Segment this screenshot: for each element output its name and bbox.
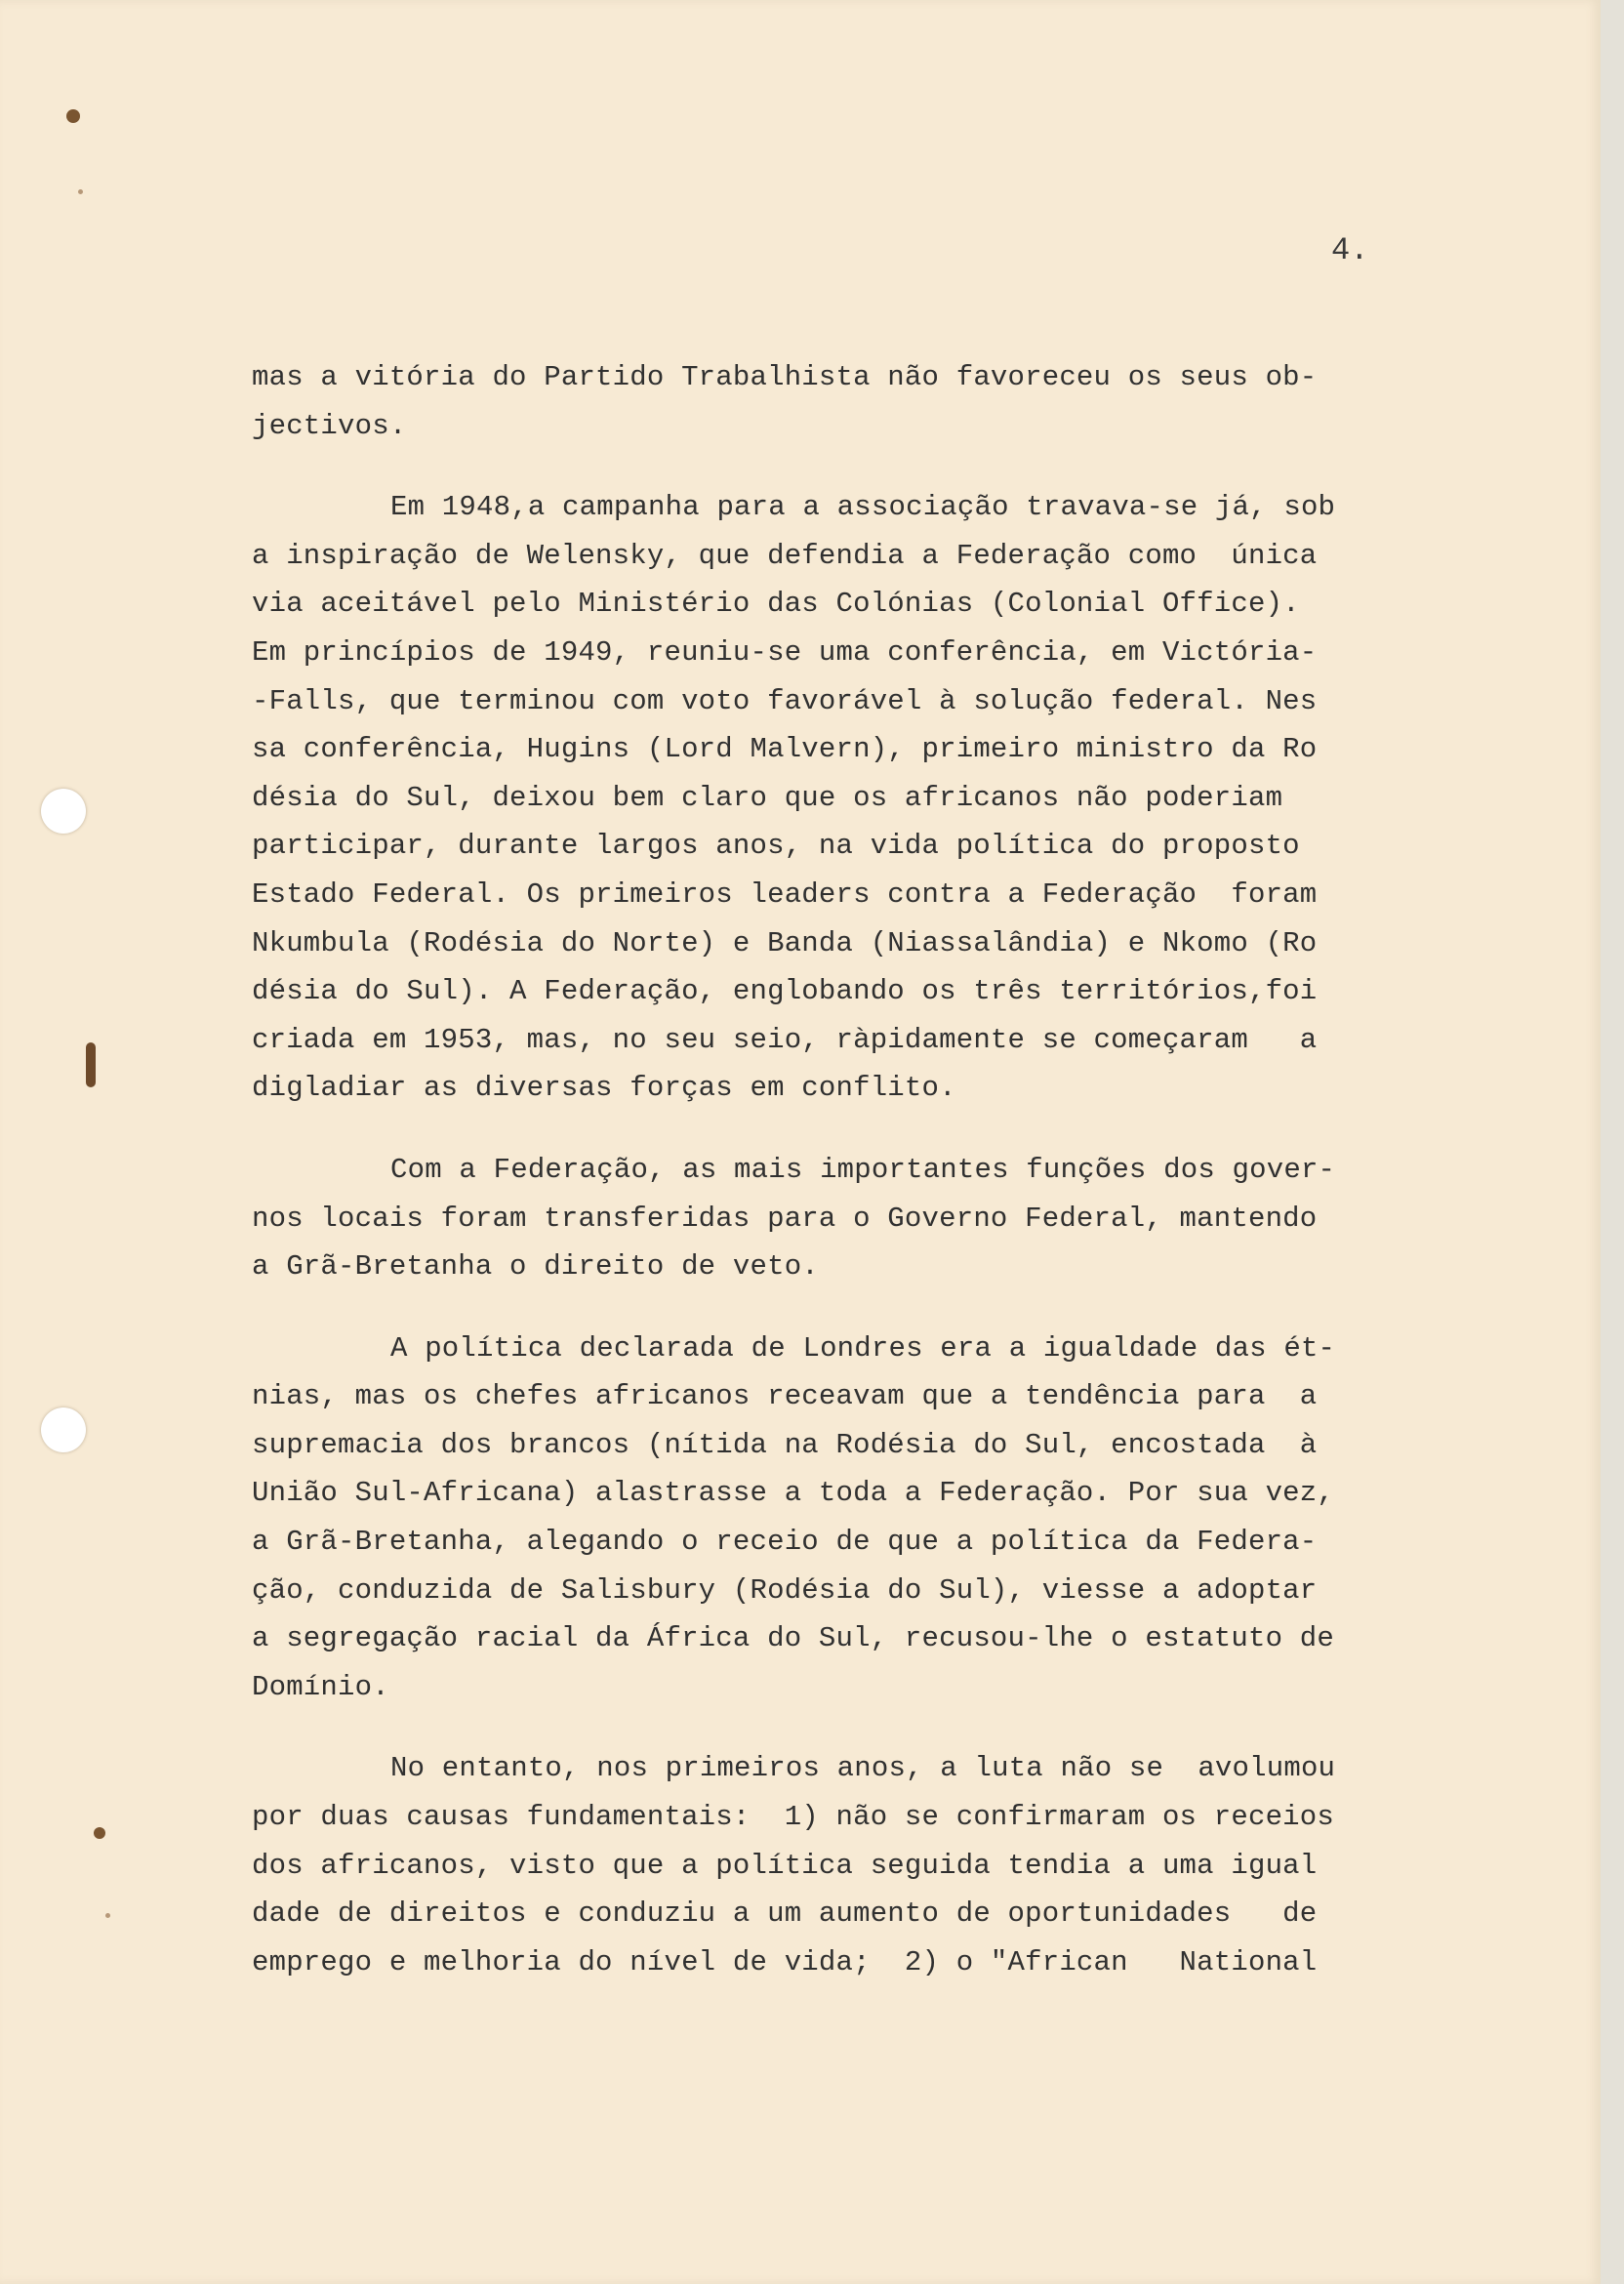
paragraph: [252, 483, 1472, 1113]
punch-hole: [41, 1407, 86, 1452]
rust-spot: [105, 1913, 110, 1918]
paragraph: [252, 1146, 1472, 1291]
text-line: Com a Federação, as mais importantes funções dos gover-: [390, 1153, 1336, 1186]
paragraph: [252, 1325, 1472, 1712]
text-line: participar, durante largos anos, na vida política do proposto: [252, 830, 1300, 863]
text-line: ção, conduzida de Salisbury (Rodésia do Sul), viesse a adoptar: [252, 1573, 1318, 1607]
rust-spot: [94, 1827, 105, 1839]
text-line: Em 1948,a campanha para a associação travava-se já, sob: [390, 491, 1336, 524]
text-line: dade de direitos e conduziu a um aumento de oportunidades de: [252, 1897, 1318, 1931]
text-line: por duas causas fundamentais: 1) não se confirmaram os receios: [252, 1801, 1334, 1834]
text-line: supremacia dos brancos (nítida na Rodésia do Sul, encostada à: [252, 1428, 1318, 1461]
text-line: jectivos.: [252, 409, 407, 442]
scan-edge: [1601, 0, 1624, 2284]
text-line: União Sul-Africana) alastrasse a toda a Federação. Por sua vez,: [252, 1477, 1334, 1510]
body-text: [252, 353, 1472, 2019]
text-line: nias, mas os chefes africanos receavam que a tendência para a: [252, 1380, 1318, 1413]
text-line: mas a vitória do Partido Trabalhista não favoreceu os seus ob-: [252, 361, 1318, 393]
text-line: emprego e melhoria do nível de vida; 2) o "African National: [252, 1945, 1318, 1978]
text-line: Domínio.: [252, 1670, 389, 1703]
paragraph: [252, 1744, 1472, 1986]
text-line: Em princípios de 1949, reuniu-se uma conferência, em Victória-: [252, 635, 1318, 669]
text-line: via aceitável pelo Ministério das Colónias (Colonial Office).: [252, 588, 1300, 621]
text-line: digladiar as diversas forças em conflito.: [252, 1072, 956, 1105]
text-line: a Grã-Bretanha o direito de veto.: [252, 1250, 819, 1284]
punch-hole: [41, 789, 86, 834]
text-line: A política declarada de Londres era a igualdade das ét-: [390, 1331, 1336, 1365]
text-line: nos locais foram transferidas para o Governo Federal, mantendo: [252, 1202, 1318, 1235]
rust-spot: [66, 109, 80, 123]
text-line: Nkumbula (Rodésia do Norte) e Banda (Niassalândia) e Nkomo (Ro: [252, 926, 1318, 959]
staple-stain: [86, 1042, 96, 1087]
text-line: Estado Federal. Os primeiros leaders contra a Federação foram: [252, 877, 1318, 911]
rust-spot: [78, 189, 83, 194]
text-line: dos africanos, visto que a política seguida tendia a uma igual: [252, 1849, 1318, 1882]
text-line: désia do Sul, deixou bem claro que os africanos não poderiam: [252, 781, 1283, 814]
text-line: désia do Sul). A Federação, englobando os três territórios,foi: [252, 975, 1318, 1008]
paragraph: [252, 353, 1472, 450]
text-line: sa conferência, Hugins (Lord Malvern), primeiro ministro da Ro: [252, 733, 1318, 766]
text-line: criada em 1953, mas, no seu seio, ràpidamente se começaram a: [252, 1023, 1318, 1056]
text-line: a segregação racial da África do Sul, recusou-lhe o estatuto de: [252, 1622, 1334, 1655]
page-number: 4.: [1331, 232, 1369, 268]
text-line: a Grã-Bretanha, alegando o receio de que a política da Federa-: [252, 1526, 1318, 1559]
text-line: -Falls, que terminou com voto favorável à solução federal. Nes: [252, 684, 1318, 717]
text-line: No entanto, nos primeiros anos, a luta não se avolumou: [390, 1752, 1336, 1785]
text-line: a inspiração de Welensky, que defendia a Federação como única: [252, 539, 1318, 572]
